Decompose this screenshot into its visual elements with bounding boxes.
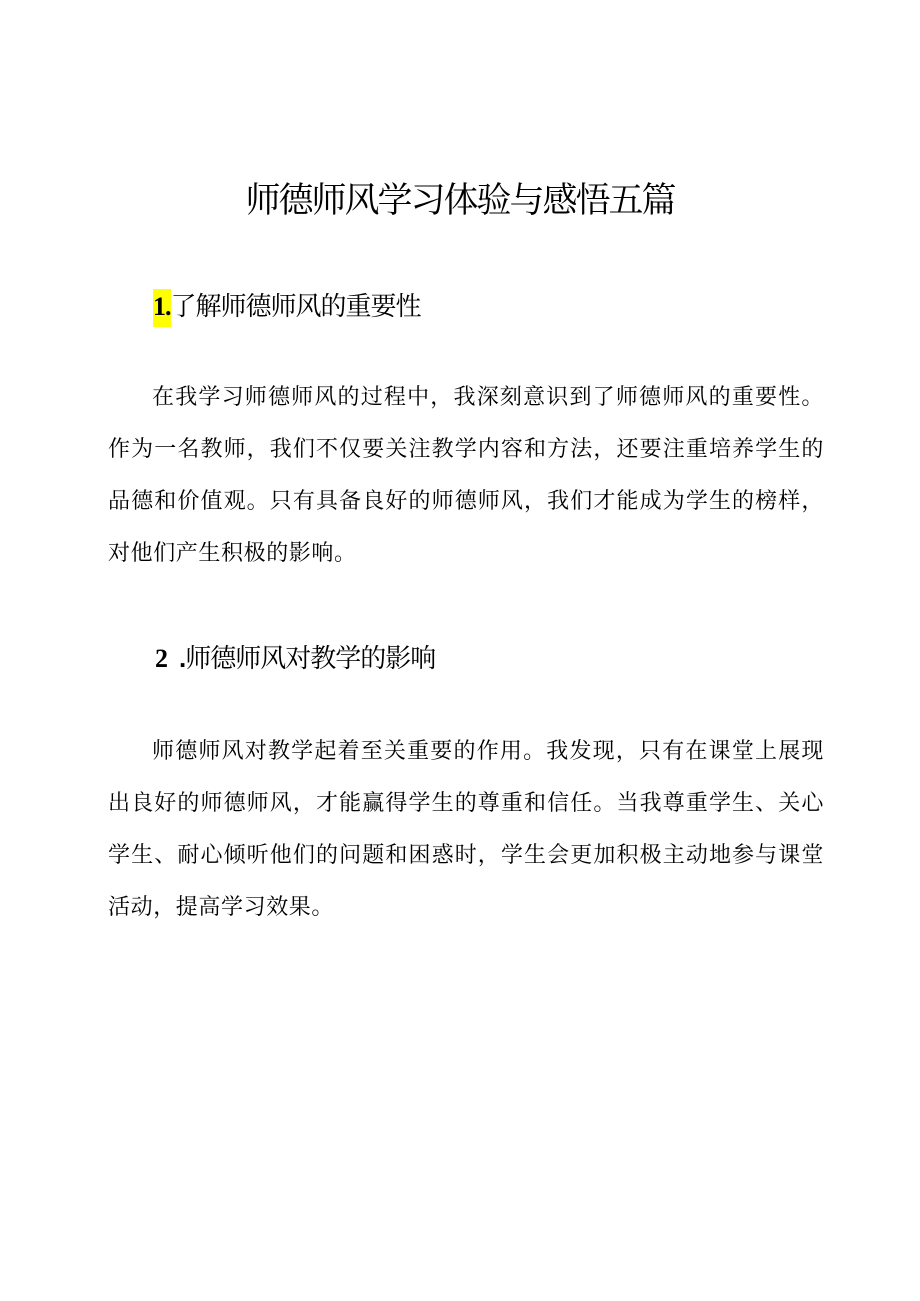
section-2-number-dot: . [179, 643, 186, 673]
section-1-heading-text: 了解师德师风的重要性 [170, 292, 421, 322]
section-2-heading [155, 638, 435, 679]
section-2-heading-text: 师德师风对教学的影响 [185, 644, 436, 674]
section-1-number: 1. [153, 289, 171, 327]
document-title: 师德师风学习体验与感悟五篇 [245, 181, 675, 221]
section-1-paragraph: 在我学习师德师风的过程中，我深刻意识到了师德师风的重要性。作为一名教师，我们不仅要关注教学内容和方法，还要注重培养学生的品德和价值观。只有具备良好的师德师风，我们才能成为学生的榜样，对他们产生积极的影响。 [108, 385, 824, 566]
section-1-heading [153, 287, 421, 327]
section-2-number: 2 [155, 644, 167, 673]
section-2-paragraph: 师德师风对教学起着至关重要的作用。我发现，只有在课堂上展现出良好的师德师风，才能赢得学生的尊重和信任。当我尊重学生、关心学生、耐心倾听他们的问题和困惑时，学生会更加积极主动地参与课堂活动，提高学习效果。 [108, 739, 824, 920]
